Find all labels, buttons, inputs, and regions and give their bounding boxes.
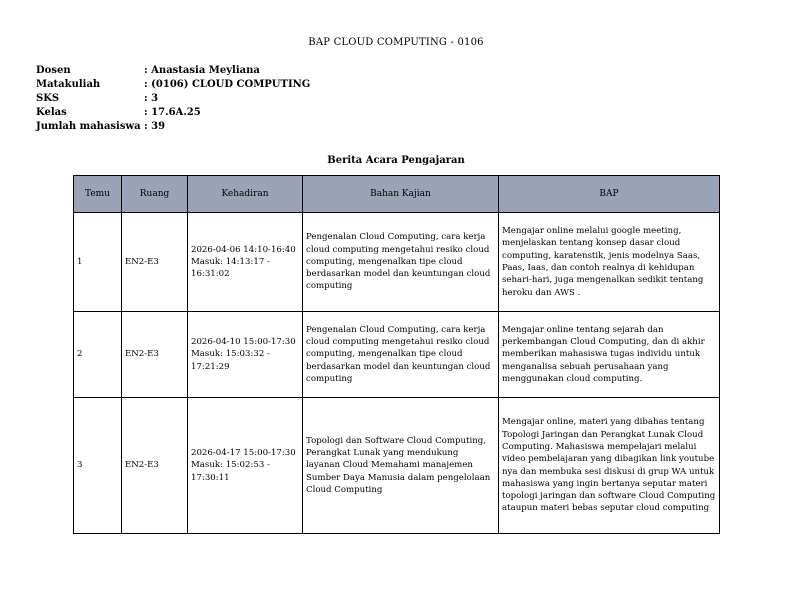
cell-ruang: EN2-E3 [122,213,188,312]
info-row-matakuliah [36,78,310,92]
cell-bahan-kajian: Topologi dan Software Cloud Computing, Perangkat Lunak yang mendukung layanan Cloud Memahami manajemen Sumber Daya Manusia dalam pengelolaan Cloud Computing [303,398,499,534]
cell-bap: Mengajar online, materi yang dibahas tentang Topologi Jaringan dan Perangkat Lunak Cloud Computing. Mahasiswa mempelajari melalui video pembelajaran yang dibagikan link youtube nya dan membuka sesi diskusi di grup WA untuk mahasiswa yang ingin bertanya seputar materi topologi jaringan dan software Cloud Computing ataupun materi bebas seputar cloud computing [499,398,720,534]
header-bahan-kajian: Bahan Kajian [303,176,499,213]
cell-ruang: EN2-E3 [122,312,188,398]
info-label: Kelas [36,107,67,118]
cell-temu: 1 [74,213,122,312]
header-temu: Temu [74,176,122,213]
info-value: : 39 [144,121,166,132]
info-label: Dosen [36,65,71,76]
cell-kehadiran: 2026-04-10 15:00-17:30 Masuk: 15:03:32 - 17:21:29 [188,312,303,398]
info-value: : Anastasia Meyliana [144,65,260,76]
header-kehadiran: Kehadiran [188,176,303,213]
info-label: SKS [36,93,60,104]
bap-table [73,175,720,534]
course-info [36,64,310,134]
info-row-kelas [36,106,310,120]
table-header-row [74,176,720,213]
cell-bahan-kajian: Pengenalan Cloud Computing, cara kerja cloud computing mengetahui resiko cloud computing, mengenalkan tipe cloud berdasarkan model dan keuntungan cloud computing [303,213,499,312]
header-bap: BAP [499,176,720,213]
cell-temu: 2 [74,312,122,398]
info-value: : 17.6A.25 [144,107,201,118]
section-subtitle: Berita Acara Pengajaran [327,155,465,166]
info-label: Matakuliah [36,79,101,90]
cell-bap: Mengajar online melalui google meeting, menjelaskan tentang konsep dasar cloud computing, karatenstik, jenis modelnya Saas, Paas, Iaas, dan contoh realnya di kehidupan sehari-hari, juga mengenalkan sedikit tentang heroku dan AWS . [499,213,720,312]
cell-kehadiran: 2026-04-17 15:00-17:30 Masuk: 15:02:53 - 17:30:11 [188,398,303,534]
table-row [74,312,720,398]
cell-bap: Mengajar online tentang sejarah dan perkembangan Cloud Computing, dan di akhir memberikan mahasiswa tugas individu untuk menganalisa sebuah perusahaan yang menggunakan cloud computing. [499,312,720,398]
info-row-jumlah-mahasiswa [36,120,310,134]
info-row-sks [36,92,310,106]
info-row-dosen [36,64,310,78]
cell-bahan-kajian: Pengenalan Cloud Computing, cara kerja cloud computing mengetahui resiko cloud computing, mengenalkan tipe cloud berdasarkan model dan keuntungan cloud computing [303,312,499,398]
info-label: Jumlah mahasiswa [36,121,141,132]
info-value: : 3 [144,93,159,104]
header-ruang: Ruang [122,176,188,213]
table-row [74,398,720,534]
cell-kehadiran: 2026-04-06 14:10-16:40 Masuk: 14:13:17 - 16:31:02 [188,213,303,312]
table-row [74,213,720,312]
cell-ruang: EN2-E3 [122,398,188,534]
document-title: BAP CLOUD COMPUTING - 0106 [308,37,484,48]
cell-temu: 3 [74,398,122,534]
info-value: : (0106) CLOUD COMPUTING [144,79,311,90]
